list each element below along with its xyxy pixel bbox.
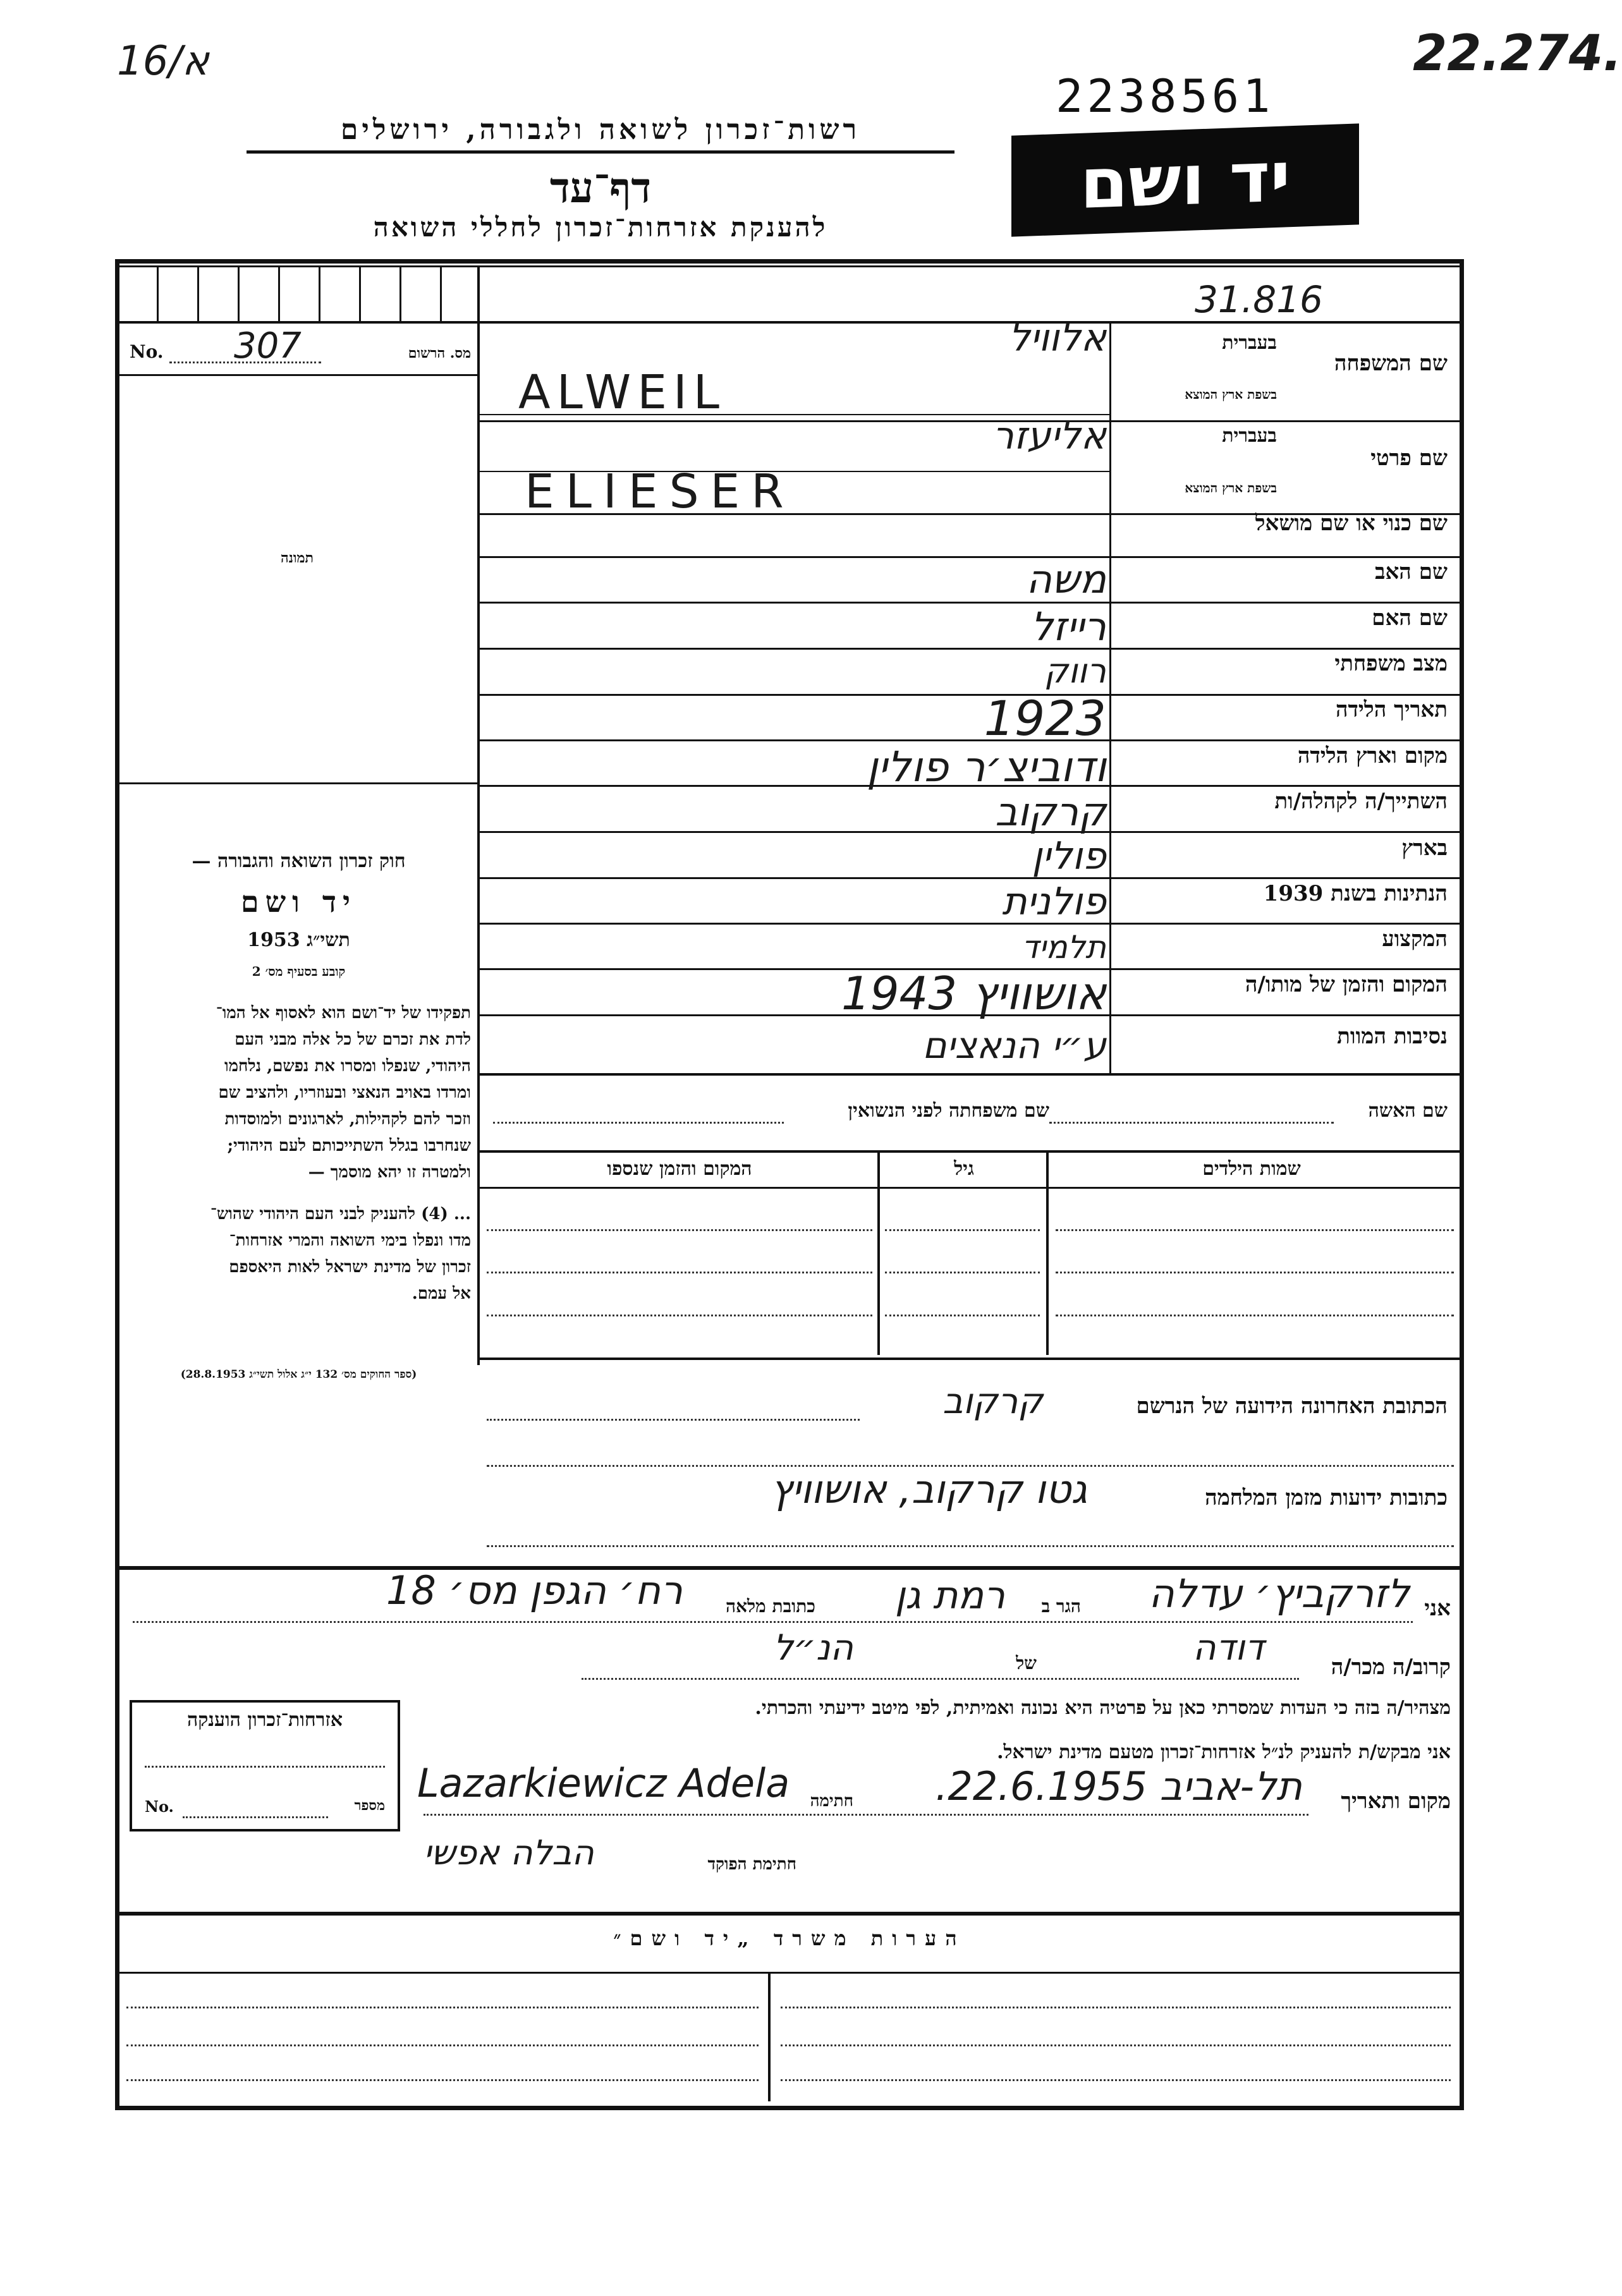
tick-4 <box>278 265 280 322</box>
tick-2 <box>197 265 199 322</box>
of-label: של <box>1016 1653 1037 1673</box>
tick-8 <box>440 265 442 322</box>
law-line-7: ולמטרה זו יהא מוסמך — <box>308 1163 471 1182</box>
children-header-bottom <box>479 1187 1464 1189</box>
law-line-11: אל עמם. <box>412 1284 471 1303</box>
wife-dots <box>1049 1122 1334 1124</box>
law-title: חוק זכרון השואה והגבורה — <box>192 850 406 872</box>
law-year: תשי״ג 1953 <box>247 929 350 951</box>
remarks-right-dots-2 <box>781 2044 1451 2046</box>
place-date-label: מקום ותאריך <box>1341 1789 1451 1814</box>
birth-date-label: תאריך הלידה <box>1335 697 1448 722</box>
children-row-2-place <box>487 1272 872 1273</box>
war-address-label: כתובות ידועות מזמן המלחמה <box>1205 1485 1448 1510</box>
spouse-row-bottom <box>479 1150 1464 1153</box>
remarks-left-dots-2 <box>126 2044 759 2046</box>
children-place-header: המקום והזמן שנספו <box>607 1158 752 1180</box>
maiden-dots <box>493 1122 784 1124</box>
war-address-dots-2 <box>487 1545 1454 1547</box>
signature-value: Lazarkiewicz Adela <box>417 1760 790 1806</box>
birth-date-value: 1923 <box>984 690 1106 746</box>
surname-label: שם המשפחה <box>1334 351 1448 376</box>
declarant-dots <box>133 1621 1413 1623</box>
law-name: יד ושם <box>240 885 357 919</box>
birth-place-label: מקום וארץ הלידה <box>1297 743 1448 768</box>
serial-number: 2238561 <box>1056 70 1274 123</box>
officer-signature-label: חתימת הפוקד <box>707 1855 796 1874</box>
law-line-1: תפקידו של יד־ושם הוא לאסוף אל המו־ <box>216 1004 471 1023</box>
first-loc-label: בשפת ארץ המוצא <box>1185 480 1277 495</box>
last-address-dots <box>487 1419 860 1421</box>
remarks-left-dots-1 <box>126 2007 759 2008</box>
surname-he-label: בעברית <box>1222 332 1277 354</box>
relative-value: דודה <box>1193 1627 1264 1668</box>
reg-row-bottom <box>115 374 479 376</box>
declarant-value: לזרקביץ׳ עדלה <box>1149 1570 1410 1617</box>
resides-value: רמת גן <box>894 1574 1005 1618</box>
citizenship-label: הנתינות בשנת 1939 <box>1263 881 1448 906</box>
form-subtitle: להענקת אזרחות־זכרון לחללי השואה <box>373 212 828 243</box>
remarks-divider <box>768 1972 771 2101</box>
law-line-5: וזכר להם לקהילות, לארגונים ולמוסדות <box>224 1110 471 1129</box>
children-row-3-place <box>487 1315 872 1316</box>
law-line-2: לדת את זכרם של כל אלה מבני העם <box>235 1030 471 1049</box>
children-col-divider-1 <box>877 1153 880 1355</box>
law-line-3: היהודי, שנפלו ומסרו את נפשם, נלחמו <box>224 1057 471 1076</box>
children-table-bottom <box>479 1358 1464 1360</box>
profession-value: תלמיד <box>1021 929 1106 966</box>
tick-5 <box>319 265 320 322</box>
signature-label: חתימה <box>810 1792 853 1811</box>
citizenship-value: פולנית <box>1002 880 1106 924</box>
death-value: אושוויץ 1943 <box>841 967 1106 1020</box>
citizenship-box-dots-1 <box>145 1766 385 1768</box>
law-line-4: ומרדו באויב הנאצי ובעוזריו, ולהציב שם <box>218 1083 471 1102</box>
remarks-left-dots-3 <box>126 2079 759 2081</box>
relative-label: קרוב/ה מכר/ה <box>1331 1655 1451 1680</box>
children-row-1-age <box>885 1229 1040 1231</box>
authority-name: רשות־זכרון לשואה ולגבורה, ירושלים <box>340 114 861 146</box>
children-row-2-age <box>885 1272 1040 1273</box>
remarks-header-bottom <box>115 1972 1464 1974</box>
law-text <box>126 1000 471 1307</box>
citizenship-box-num-label: מספר <box>354 1797 385 1814</box>
law-line-6: שנחרבו בגלל השתייכותם לעם היהודי; <box>227 1136 471 1155</box>
children-row-1-place <box>487 1229 872 1231</box>
reg-no-label-en: No. <box>130 341 164 362</box>
place-date-value: תל-אביב 22.6.1955. <box>935 1763 1302 1809</box>
mother-label: שם האם <box>1372 605 1448 631</box>
surname-loc-value: ALWEIL <box>518 365 726 420</box>
frame-inner-top <box>115 265 1464 267</box>
children-row-1-name <box>1056 1229 1454 1231</box>
law-clause: קובע בסעיף מס׳ 2 <box>252 964 346 979</box>
mother-value: רייזל <box>1030 604 1106 650</box>
yad-vashem-logo <box>1011 123 1359 236</box>
resides-label: הגר ב <box>1041 1596 1081 1617</box>
last-address-value: קרקוב <box>942 1381 1043 1422</box>
country-label: בארץ <box>1401 835 1448 861</box>
citizenship-box-title: אזרחות־זכרון הוענקה <box>186 1709 343 1731</box>
death-label: המקום והזמן של מותו/ה <box>1245 972 1448 997</box>
form-title: דף־עד <box>549 163 652 212</box>
of-value: הנ״ל <box>773 1627 853 1668</box>
country-value: פולין <box>1032 834 1106 878</box>
death-circumstances-value: ע״י הנאצים <box>922 1024 1106 1067</box>
declarant-label: אני <box>1424 1596 1451 1621</box>
first-he-label: בעברית <box>1222 425 1277 447</box>
law-line-10: זכרון של מדינת ישראל לאות היאספם <box>229 1258 471 1277</box>
reg-no-value: 307 <box>234 325 302 367</box>
left-column-divider <box>477 265 480 1365</box>
maiden-name-label: שם משפחתה לפני הנשואין <box>848 1100 1049 1122</box>
first-loc-value: ELIESER <box>525 465 795 519</box>
law-reference: (ספר החוקים מס׳ 132 י״ג אלול תשי״ג 28.8.1953) <box>180 1368 417 1381</box>
children-row-3-age <box>885 1315 1040 1316</box>
children-col-divider-2 <box>1046 1153 1049 1355</box>
law-line-8: ... (4) להעניק לבני העם היהודי שהוש־ <box>210 1205 471 1224</box>
nickname-label: שם כנוי או שם מושאל <box>1255 511 1448 536</box>
father-value: משה <box>1026 556 1106 602</box>
remarks-top <box>115 1912 1464 1916</box>
reg-no-label-he: מס. הרשום <box>408 345 471 361</box>
inner-number: 31.816 <box>1195 278 1323 321</box>
photo-label: תמונה <box>281 550 314 566</box>
community-value: קרקוב <box>995 789 1106 835</box>
logo-text: יד ושם <box>1080 136 1291 224</box>
citizenship-granted-box <box>130 1700 400 1831</box>
remarks-right-dots-1 <box>781 2007 1451 2008</box>
officer-signature-value: הבלה אפשי <box>424 1833 594 1873</box>
law-line-9: מדו ונפלו בימי השואה והמרי אזרחות־ <box>229 1231 471 1250</box>
death-circumstances-label: נסיבות המוות <box>1337 1024 1448 1049</box>
profession-label: המקצוע <box>1382 926 1448 952</box>
citizenship-box-no-label: No. <box>145 1797 174 1816</box>
marital-value: רווק <box>1044 651 1106 691</box>
top-right-note: 22.274. <box>1413 25 1622 82</box>
children-row-2-name <box>1056 1272 1454 1273</box>
statement-line-1: מצהיר/ה בזה כי העדות שמסרתי כאן על פרטיה היא נכונה ואמיתית, לפי מיטב ידיעתי והכרתי. <box>755 1697 1451 1719</box>
label-column-divider <box>1109 321 1111 1073</box>
photo-bottom <box>115 782 479 784</box>
children-row-3-name <box>1056 1315 1454 1316</box>
relative-dots <box>582 1678 1299 1680</box>
children-names-header: שמות הילדים <box>1202 1158 1301 1180</box>
top-left-note: 16/א <box>117 38 209 85</box>
tick-3 <box>238 265 240 322</box>
row-line-deathcirc <box>479 1073 1464 1076</box>
surname-loc-label: בשפת ארץ המוצא <box>1185 387 1277 402</box>
full-address-value: רח׳ הגפן מס׳ 18 <box>386 1567 683 1613</box>
remarks-title: הערות משרד „יד ושם״ <box>613 1926 966 1950</box>
war-address-value: גטו קרקוב, אושוויץ <box>771 1466 1087 1512</box>
father-label: שם האב <box>1375 559 1448 585</box>
full-address-label: כתובת מלאה <box>725 1596 815 1617</box>
wife-label: שם האשה <box>1368 1100 1448 1122</box>
tick-1 <box>157 265 159 322</box>
marital-label: מצב משפחתי <box>1334 651 1448 676</box>
top-strip-bottom <box>115 321 1464 324</box>
citizenship-box-dots-2 <box>183 1816 328 1818</box>
tick-7 <box>399 265 401 322</box>
last-address-label: הכתובת האחרונה הידועה של הנרשם <box>1136 1394 1448 1419</box>
birth-place-value: ודוביצ׳ר פולין <box>866 743 1106 791</box>
children-age-header: גיל <box>954 1158 974 1180</box>
statement-line-2: אני מבקש/ת להעניק לנ״ל אזרחות־זכרון מטעם מדינת ישראל. <box>997 1741 1451 1763</box>
authority-underline <box>247 150 954 154</box>
signature-dots <box>424 1814 1308 1816</box>
surname-he-value: אלוויל <box>1008 316 1106 360</box>
remarks-right-dots-3 <box>781 2079 1451 2081</box>
community-label: השתייך/ה לקהלה/ות <box>1274 789 1448 814</box>
first-name-label: שם פרטי <box>1370 446 1448 471</box>
first-he-value: אליעזר <box>992 414 1106 458</box>
tick-6 <box>359 265 361 322</box>
